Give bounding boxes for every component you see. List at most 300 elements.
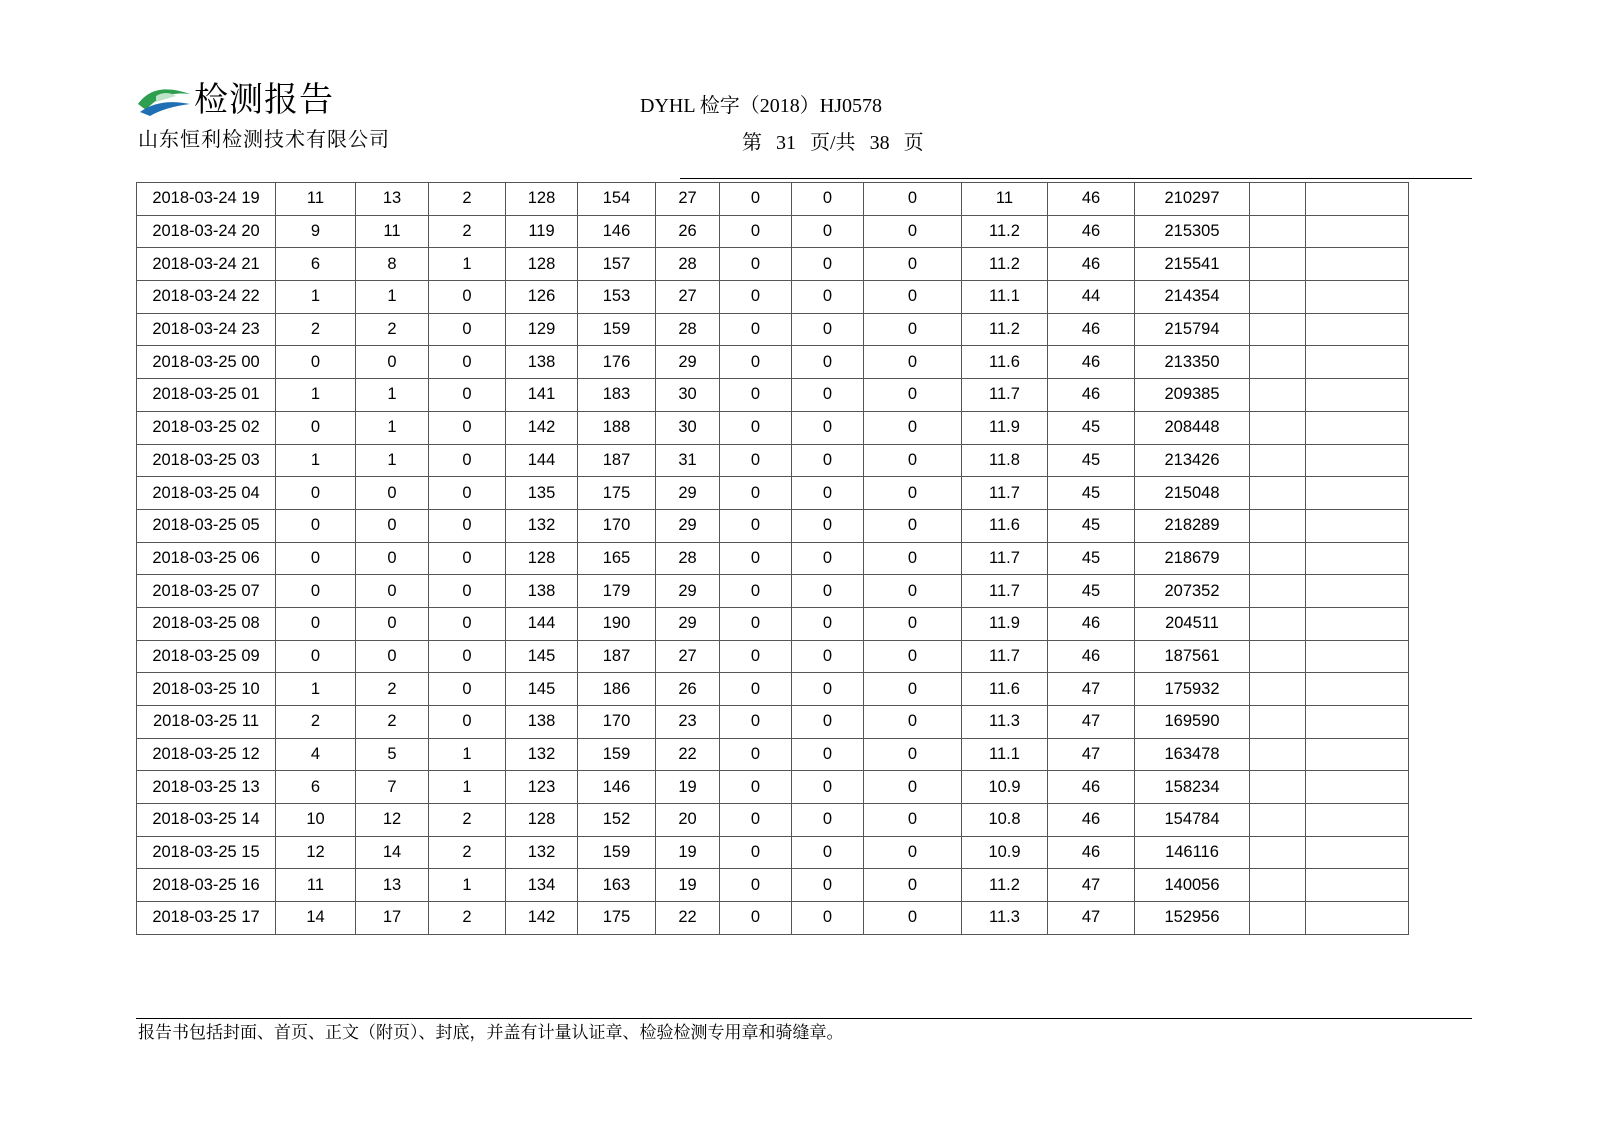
value-cell: 0: [276, 477, 356, 510]
table-row: [137, 902, 1409, 935]
value-cell: 22: [656, 902, 720, 935]
value-cell: [1306, 706, 1409, 739]
value-cell: 6: [276, 771, 356, 804]
value-cell: 23: [656, 706, 720, 739]
value-cell: 29: [656, 575, 720, 608]
value-cell: 0: [864, 575, 962, 608]
value-cell: 0: [864, 509, 962, 542]
value-cell: 11.9: [962, 411, 1048, 444]
value-cell: 29: [656, 509, 720, 542]
header-divider: [680, 178, 1472, 179]
value-cell: 0: [429, 575, 506, 608]
value-cell: 0: [429, 313, 506, 346]
value-cell: [1250, 281, 1306, 314]
value-cell: 0: [864, 215, 962, 248]
value-cell: 45: [1048, 444, 1135, 477]
value-cell: 2: [356, 313, 429, 346]
value-cell: [1306, 215, 1409, 248]
value-cell: 210297: [1135, 183, 1250, 216]
table-row: [137, 183, 1409, 216]
value-cell: 0: [356, 575, 429, 608]
value-cell: 0: [720, 706, 792, 739]
value-cell: 0: [356, 346, 429, 379]
value-cell: 29: [656, 607, 720, 640]
value-cell: 47: [1048, 706, 1135, 739]
value-cell: 183: [578, 379, 656, 412]
value-cell: 146116: [1135, 836, 1250, 869]
value-cell: 1: [356, 444, 429, 477]
value-cell: 0: [864, 444, 962, 477]
value-cell: 123: [506, 771, 578, 804]
value-cell: 152956: [1135, 902, 1250, 935]
value-cell: [1250, 477, 1306, 510]
value-cell: 0: [864, 411, 962, 444]
value-cell: 142: [506, 902, 578, 935]
value-cell: 176: [578, 346, 656, 379]
value-cell: [1250, 738, 1306, 771]
value-cell: 163: [578, 869, 656, 902]
value-cell: 17: [356, 902, 429, 935]
value-cell: 1: [429, 738, 506, 771]
value-cell: 0: [792, 869, 864, 902]
value-cell: [1306, 477, 1409, 510]
value-cell: 0: [720, 281, 792, 314]
value-cell: 13: [356, 869, 429, 902]
table-row: [137, 804, 1409, 837]
time-cell: 2018-03-24 23: [137, 313, 276, 346]
value-cell: 152: [578, 804, 656, 837]
value-cell: 0: [720, 183, 792, 216]
value-cell: 11.7: [962, 477, 1048, 510]
value-cell: 30: [656, 379, 720, 412]
table-row: [137, 444, 1409, 477]
value-cell: 0: [792, 248, 864, 281]
value-cell: 186: [578, 673, 656, 706]
value-cell: 11.2: [962, 215, 1048, 248]
time-cell: 2018-03-25 05: [137, 509, 276, 542]
value-cell: 215048: [1135, 477, 1250, 510]
value-cell: 1: [276, 281, 356, 314]
value-cell: 0: [864, 183, 962, 216]
value-cell: 11.8: [962, 444, 1048, 477]
page-total: 38: [869, 132, 890, 154]
value-cell: 0: [864, 771, 962, 804]
value-cell: 47: [1048, 673, 1135, 706]
value-cell: 1: [356, 411, 429, 444]
value-cell: 188: [578, 411, 656, 444]
value-cell: 0: [792, 640, 864, 673]
value-cell: 145: [506, 673, 578, 706]
value-cell: 19: [656, 836, 720, 869]
value-cell: 11: [962, 183, 1048, 216]
value-cell: 4: [276, 738, 356, 771]
value-cell: 1: [356, 281, 429, 314]
time-cell: 2018-03-25 06: [137, 542, 276, 575]
value-cell: [1306, 869, 1409, 902]
value-cell: 7: [356, 771, 429, 804]
value-cell: 0: [864, 804, 962, 837]
value-cell: 0: [720, 542, 792, 575]
value-cell: 1: [356, 379, 429, 412]
time-cell: 2018-03-25 04: [137, 477, 276, 510]
value-cell: 126: [506, 281, 578, 314]
value-cell: 135: [506, 477, 578, 510]
value-cell: 0: [429, 444, 506, 477]
value-cell: 14: [356, 836, 429, 869]
value-cell: 132: [506, 836, 578, 869]
value-cell: 2: [429, 836, 506, 869]
time-cell: 2018-03-24 22: [137, 281, 276, 314]
value-cell: 8: [356, 248, 429, 281]
time-cell: 2018-03-25 15: [137, 836, 276, 869]
value-cell: 128: [506, 248, 578, 281]
value-cell: 0: [429, 379, 506, 412]
value-cell: 0: [429, 346, 506, 379]
footer-divider: [136, 1018, 1472, 1019]
value-cell: 26: [656, 673, 720, 706]
value-cell: [1250, 183, 1306, 216]
value-cell: 0: [720, 477, 792, 510]
value-cell: 0: [864, 869, 962, 902]
value-cell: 0: [792, 804, 864, 837]
value-cell: 0: [864, 281, 962, 314]
value-cell: [1306, 836, 1409, 869]
value-cell: 0: [429, 673, 506, 706]
value-cell: [1250, 444, 1306, 477]
value-cell: 169590: [1135, 706, 1250, 739]
page-current: 31: [776, 132, 796, 154]
value-cell: 0: [720, 738, 792, 771]
value-cell: 0: [720, 575, 792, 608]
value-cell: 0: [276, 575, 356, 608]
table-body: [137, 183, 1409, 935]
value-cell: 0: [429, 706, 506, 739]
value-cell: 0: [356, 509, 429, 542]
value-cell: 0: [720, 346, 792, 379]
value-cell: 159: [578, 313, 656, 346]
value-cell: 213426: [1135, 444, 1250, 477]
value-cell: [1250, 346, 1306, 379]
value-cell: 163478: [1135, 738, 1250, 771]
table-row: [137, 738, 1409, 771]
value-cell: 159: [578, 738, 656, 771]
value-cell: 146: [578, 215, 656, 248]
value-cell: 11.7: [962, 542, 1048, 575]
value-cell: 46: [1048, 640, 1135, 673]
value-cell: 208448: [1135, 411, 1250, 444]
value-cell: [1306, 738, 1409, 771]
value-cell: [1306, 771, 1409, 804]
table-row: [137, 869, 1409, 902]
value-cell: [1250, 248, 1306, 281]
value-cell: 213350: [1135, 346, 1250, 379]
value-cell: 2: [356, 673, 429, 706]
value-cell: 19: [656, 771, 720, 804]
value-cell: 45: [1048, 575, 1135, 608]
value-cell: 0: [792, 673, 864, 706]
table-row: [137, 836, 1409, 869]
value-cell: 46: [1048, 379, 1135, 412]
value-cell: 144: [506, 607, 578, 640]
value-cell: 0: [792, 477, 864, 510]
value-cell: 154784: [1135, 804, 1250, 837]
time-cell: 2018-03-25 13: [137, 771, 276, 804]
value-cell: 218679: [1135, 542, 1250, 575]
value-cell: 47: [1048, 738, 1135, 771]
value-cell: 132: [506, 738, 578, 771]
table-row: [137, 411, 1409, 444]
time-cell: 2018-03-25 00: [137, 346, 276, 379]
value-cell: 170: [578, 509, 656, 542]
value-cell: 0: [792, 575, 864, 608]
value-cell: 31: [656, 444, 720, 477]
value-cell: [1250, 607, 1306, 640]
value-cell: 0: [792, 411, 864, 444]
page-suffix: 页: [903, 132, 924, 154]
value-cell: 0: [720, 869, 792, 902]
company-name: 山东恒利检测技术有限公司: [138, 127, 390, 151]
value-cell: 0: [792, 509, 864, 542]
value-cell: 11: [276, 869, 356, 902]
value-cell: 11.3: [962, 902, 1048, 935]
value-cell: 22: [656, 738, 720, 771]
value-cell: 215794: [1135, 313, 1250, 346]
value-cell: 165: [578, 542, 656, 575]
value-cell: 218289: [1135, 509, 1250, 542]
value-cell: 0: [720, 607, 792, 640]
value-cell: [1250, 902, 1306, 935]
value-cell: 11.6: [962, 673, 1048, 706]
value-cell: 11.9: [962, 607, 1048, 640]
company-logo-icon: [136, 82, 192, 116]
value-cell: 0: [864, 248, 962, 281]
time-cell: 2018-03-25 10: [137, 673, 276, 706]
value-cell: 175: [578, 902, 656, 935]
monitoring-data-table: [136, 182, 1409, 935]
value-cell: [1306, 183, 1409, 216]
value-cell: 179: [578, 575, 656, 608]
value-cell: 0: [429, 509, 506, 542]
value-cell: [1250, 509, 1306, 542]
value-cell: 1: [276, 444, 356, 477]
value-cell: [1306, 444, 1409, 477]
report-number: DYHL 检字（2018）HJ0578: [640, 95, 883, 117]
value-cell: 0: [720, 248, 792, 281]
value-cell: 209385: [1135, 379, 1250, 412]
value-cell: 19: [656, 869, 720, 902]
value-cell: 0: [864, 542, 962, 575]
value-cell: 0: [792, 346, 864, 379]
value-cell: 29: [656, 346, 720, 379]
value-cell: 119: [506, 215, 578, 248]
value-cell: 138: [506, 346, 578, 379]
value-cell: 0: [792, 771, 864, 804]
time-cell: 2018-03-24 21: [137, 248, 276, 281]
value-cell: 11.7: [962, 575, 1048, 608]
table-row: [137, 379, 1409, 412]
value-cell: 0: [356, 607, 429, 640]
value-cell: 0: [792, 313, 864, 346]
value-cell: 0: [792, 183, 864, 216]
value-cell: 0: [864, 313, 962, 346]
value-cell: 0: [356, 640, 429, 673]
value-cell: 0: [429, 542, 506, 575]
value-cell: 2: [429, 804, 506, 837]
value-cell: 0: [720, 313, 792, 346]
value-cell: 0: [429, 477, 506, 510]
value-cell: 11: [276, 183, 356, 216]
value-cell: [1250, 313, 1306, 346]
value-cell: 11: [356, 215, 429, 248]
value-cell: 0: [864, 640, 962, 673]
value-cell: 14: [276, 902, 356, 935]
value-cell: 187561: [1135, 640, 1250, 673]
value-cell: 46: [1048, 771, 1135, 804]
value-cell: 45: [1048, 411, 1135, 444]
value-cell: [1306, 346, 1409, 379]
time-cell: 2018-03-25 16: [137, 869, 276, 902]
value-cell: 0: [792, 607, 864, 640]
value-cell: [1250, 575, 1306, 608]
value-cell: 11.6: [962, 346, 1048, 379]
value-cell: [1250, 215, 1306, 248]
value-cell: 46: [1048, 215, 1135, 248]
value-cell: 134: [506, 869, 578, 902]
value-cell: 10.8: [962, 804, 1048, 837]
value-cell: 10.9: [962, 771, 1048, 804]
value-cell: 30: [656, 411, 720, 444]
value-cell: 0: [276, 346, 356, 379]
value-cell: 44: [1048, 281, 1135, 314]
table-row: [137, 575, 1409, 608]
value-cell: 11.3: [962, 706, 1048, 739]
value-cell: 0: [720, 215, 792, 248]
value-cell: 0: [792, 836, 864, 869]
value-cell: [1306, 313, 1409, 346]
report-brand-title: 检测报告: [194, 80, 334, 120]
value-cell: 46: [1048, 346, 1135, 379]
value-cell: 28: [656, 542, 720, 575]
value-cell: [1306, 804, 1409, 837]
value-cell: 11.2: [962, 313, 1048, 346]
value-cell: 0: [356, 542, 429, 575]
value-cell: [1250, 804, 1306, 837]
table-row: [137, 248, 1409, 281]
value-cell: 11.1: [962, 281, 1048, 314]
value-cell: [1250, 379, 1306, 412]
value-cell: 0: [720, 509, 792, 542]
value-cell: [1306, 902, 1409, 935]
value-cell: 187: [578, 444, 656, 477]
time-cell: 2018-03-25 03: [137, 444, 276, 477]
value-cell: 0: [792, 281, 864, 314]
table-row: [137, 673, 1409, 706]
time-cell: 2018-03-24 19: [137, 183, 276, 216]
value-cell: 138: [506, 706, 578, 739]
value-cell: 154: [578, 183, 656, 216]
value-cell: [1250, 411, 1306, 444]
table-row: [137, 281, 1409, 314]
value-cell: 0: [864, 836, 962, 869]
value-cell: [1250, 771, 1306, 804]
value-cell: 5: [356, 738, 429, 771]
value-cell: [1250, 542, 1306, 575]
value-cell: 214354: [1135, 281, 1250, 314]
value-cell: 2: [276, 706, 356, 739]
page-prefix: 第: [742, 132, 762, 154]
value-cell: 0: [276, 607, 356, 640]
table-row: [137, 346, 1409, 379]
value-cell: 28: [656, 248, 720, 281]
value-cell: [1306, 411, 1409, 444]
value-cell: 26: [656, 215, 720, 248]
value-cell: 0: [864, 477, 962, 510]
value-cell: 27: [656, 281, 720, 314]
table-row: [137, 313, 1409, 346]
value-cell: 27: [656, 183, 720, 216]
value-cell: 46: [1048, 836, 1135, 869]
time-cell: 2018-03-25 17: [137, 902, 276, 935]
value-cell: 187: [578, 640, 656, 673]
time-cell: 2018-03-25 01: [137, 379, 276, 412]
page-separator: 页/共: [810, 132, 856, 154]
time-cell: 2018-03-25 07: [137, 575, 276, 608]
footer-note: 报告书包括封面、首页、正文（附页）、封底，并盖有计量认证章、检验检测专用章和骑缝章。: [138, 1023, 844, 1043]
value-cell: 175932: [1135, 673, 1250, 706]
value-cell: 0: [720, 836, 792, 869]
value-cell: 11.6: [962, 509, 1048, 542]
value-cell: 170: [578, 706, 656, 739]
value-cell: 0: [356, 477, 429, 510]
value-cell: [1306, 640, 1409, 673]
table-row: [137, 607, 1409, 640]
value-cell: 46: [1048, 804, 1135, 837]
value-cell: 0: [864, 346, 962, 379]
value-cell: [1250, 836, 1306, 869]
value-cell: 0: [276, 640, 356, 673]
value-cell: 47: [1048, 902, 1135, 935]
value-cell: 0: [864, 673, 962, 706]
value-cell: 0: [792, 738, 864, 771]
value-cell: 11.7: [962, 640, 1048, 673]
value-cell: [1306, 542, 1409, 575]
value-cell: 142: [506, 411, 578, 444]
value-cell: 1: [429, 771, 506, 804]
value-cell: 45: [1048, 477, 1135, 510]
value-cell: 158234: [1135, 771, 1250, 804]
value-cell: 11.7: [962, 379, 1048, 412]
value-cell: 0: [792, 444, 864, 477]
value-cell: 0: [864, 607, 962, 640]
value-cell: 1: [429, 869, 506, 902]
value-cell: 0: [792, 379, 864, 412]
value-cell: 140056: [1135, 869, 1250, 902]
value-cell: 12: [276, 836, 356, 869]
value-cell: 1: [276, 673, 356, 706]
value-cell: 46: [1048, 248, 1135, 281]
value-cell: 2: [429, 902, 506, 935]
value-cell: 0: [429, 411, 506, 444]
table-row: [137, 215, 1409, 248]
value-cell: 146: [578, 771, 656, 804]
value-cell: 2: [356, 706, 429, 739]
value-cell: 0: [792, 542, 864, 575]
table-row: [137, 542, 1409, 575]
value-cell: 129: [506, 313, 578, 346]
value-cell: 145: [506, 640, 578, 673]
time-cell: 2018-03-24 20: [137, 215, 276, 248]
value-cell: 0: [429, 640, 506, 673]
